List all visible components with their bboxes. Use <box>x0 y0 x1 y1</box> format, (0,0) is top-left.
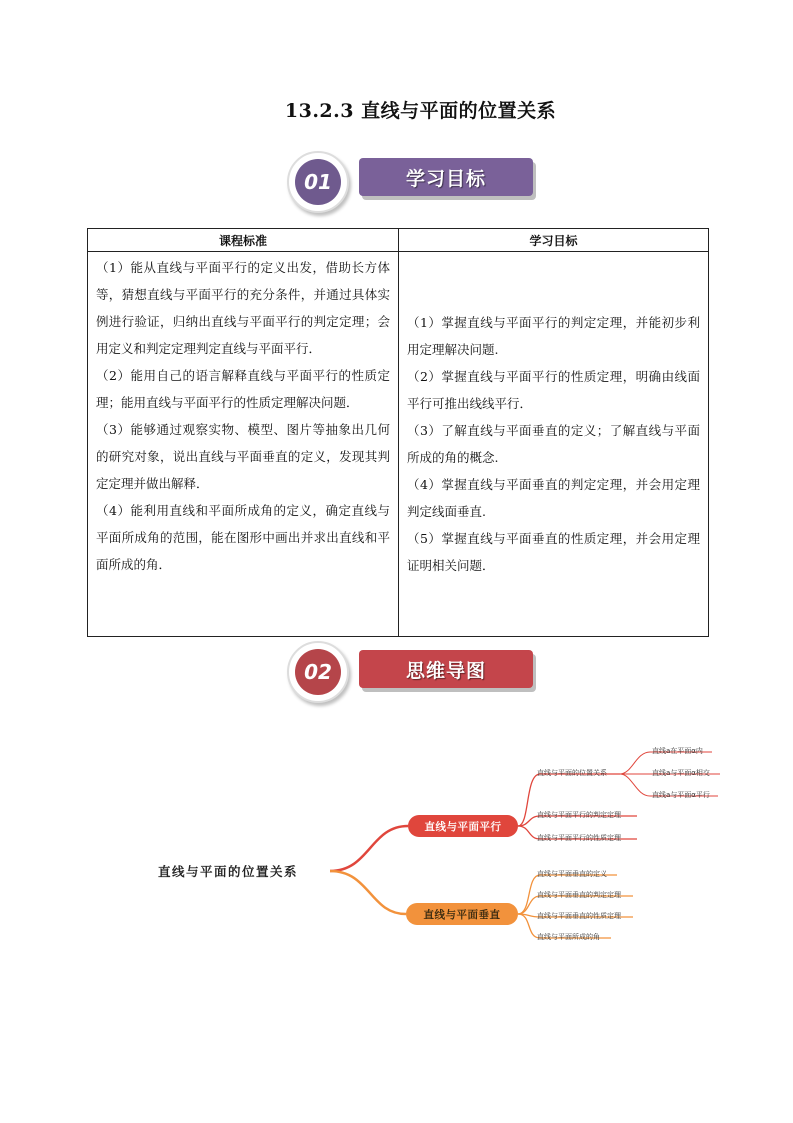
leaf-position-relation: 直线与平面的位置关系 <box>537 769 607 777</box>
standard-item: （1）能从直线与平面平行的定义出发，借助长方体等，猜想直线与平面平行的充分条件，并通过具体实例进行验证，归纳出直线与平面平行的判定定理；会用定义和判定定理判定直线与平面平行． <box>96 260 390 356</box>
learning-goals-cell <box>399 252 709 637</box>
section-number: 01 <box>295 159 341 205</box>
connector-root-perp <box>330 871 406 914</box>
leaf-angle: 直线与平面所成的角 <box>537 933 600 941</box>
header-curriculum-standard: 课程标准 <box>88 229 399 252</box>
connector-root-parallel <box>330 826 408 871</box>
mind-map-root: 直线与平面的位置关系 <box>158 864 299 879</box>
goals-table <box>87 228 709 637</box>
table-header-row <box>88 229 709 252</box>
leaf-perp-criterion: 直线与平面垂直的判定定理 <box>537 891 621 899</box>
section-label: 思维导图 <box>359 650 533 688</box>
mind-map <box>0 730 793 970</box>
goal-item: （2）掌握直线与平面平行的性质定理，明确由线面平行可推出线线平行． <box>407 369 700 411</box>
leaf-parallel: 直线a与平面α平行 <box>652 791 710 799</box>
branch-perpendicular: 直线与平面垂直 <box>406 903 518 925</box>
leaf-intersect: 直线a与平面α相交 <box>652 769 710 777</box>
curriculum-standard-cell <box>88 252 399 637</box>
leaf-parallel-property: 直线与平面平行的性质定理 <box>537 834 621 842</box>
goal-item: （4）掌握直线与平面垂直的判定定理，并会用定理判定线面垂直. <box>407 477 700 519</box>
branch-parallel: 直线与平面平行 <box>408 815 518 837</box>
goal-item: （3）了解直线与平面垂直的定义；了解直线与平面所成的角的概念. <box>407 423 700 465</box>
goal-item: （5）掌握直线与平面垂直的性质定理，并会用定理证明相关问题． <box>407 531 700 573</box>
section-label: 学习目标 <box>359 158 533 196</box>
table-row <box>88 252 709 637</box>
section-number-badge <box>287 641 349 703</box>
section-number-badge <box>287 151 349 213</box>
mind-map-connectors <box>0 730 793 970</box>
leaf-perp-definition: 直线与平面垂直的定义 <box>537 870 607 878</box>
standard-item: （3）能够通过观察实物、模型、图片等抽象出几何的研究对象，说出直线与平面垂直的定义，发现其判定定理并做出解释． <box>96 422 390 491</box>
header-learning-goals: 学习目标 <box>399 229 709 252</box>
standard-item: （4）能利用直线和平面所成角的定义，确定直线与平面所成角的范围，能在图形中画出并求出直线和平面所成的角． <box>96 503 390 572</box>
leaf-parallel-criterion: 直线与平面平行的判定定理 <box>537 811 621 819</box>
leaf-perp-property: 直线与平面垂直的性质定理 <box>537 912 621 920</box>
leaf-in-plane: 直线a在平面α内 <box>652 747 703 755</box>
goal-item: （1）掌握直线与平面平行的判定定理，并能初步利用定理解决问题. <box>407 315 700 357</box>
standard-item: （2）能用自己的语言解释直线与平面平行的性质定理；能用直线与平面平行的性质定理解决问题． <box>96 368 390 410</box>
section-number: 02 <box>295 649 341 695</box>
page-title: 13.2.3 直线与平面的位置关系 <box>284 100 557 122</box>
